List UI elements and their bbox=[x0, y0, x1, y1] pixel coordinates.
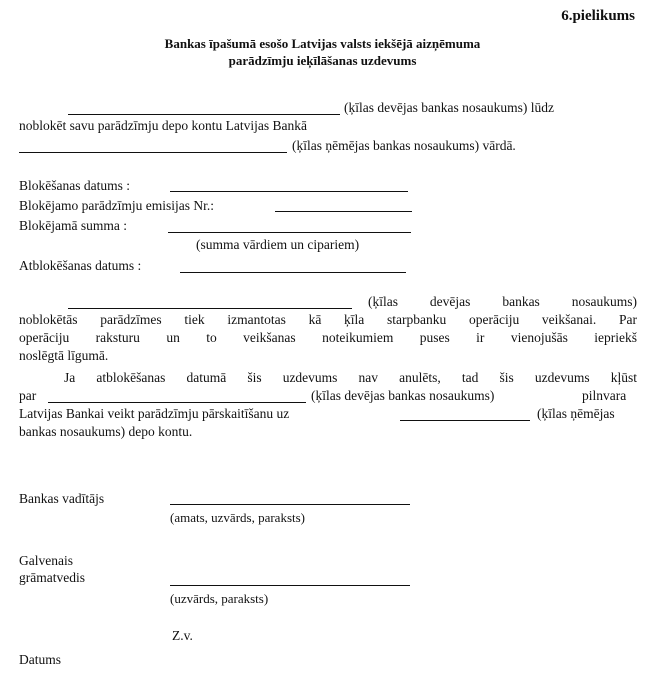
emission-number-label: Blokējamo parādzīmju emisijas Nr.: bbox=[19, 198, 214, 213]
blocking-date-label: Blokēšanas datums : bbox=[19, 178, 130, 193]
paragraph-3-line-3: Latvijas Bankai veikt parādzīmju pārskaitīšanu uz bbox=[19, 406, 290, 421]
pledgee-bank-name-blank[interactable] bbox=[19, 152, 287, 153]
document-title-line-2: parādzīmju ieķīlāšanas uzdevums bbox=[228, 53, 417, 68]
pledgee-bank-name-blank-2[interactable] bbox=[400, 420, 530, 421]
blocked-amount-label: Blokējamā summa : bbox=[19, 218, 127, 233]
blocked-amount-field[interactable] bbox=[168, 232, 411, 233]
pledger-bank-hint-2: (ķīlas devējas bankas nosaukums) bbox=[368, 294, 637, 309]
bank-head-label: Bankas vadītājs bbox=[19, 491, 105, 506]
paragraph-3-par: par bbox=[19, 388, 37, 403]
blocked-amount-hint: (summa vārdiem un cipariem) bbox=[196, 237, 360, 252]
chief-accountant-label-2: grāmatvedis bbox=[19, 570, 85, 585]
chief-accountant-signature-field[interactable] bbox=[170, 585, 410, 586]
pledger-bank-hint-3: (ķīlas devējas bankas nosaukums) bbox=[311, 388, 495, 403]
paragraph-3-authorization: pilnvara bbox=[582, 388, 627, 403]
paragraph-1-line-2: noblokēt savu parādzīmju depo kontu Latvijas Bankā bbox=[19, 118, 307, 133]
appendix-label: 6.pielikums bbox=[561, 8, 635, 24]
date-label: Datums bbox=[19, 652, 61, 667]
paragraph-3-line-1: Ja atblokēšanas datumā šis uzdevums nav anulēts, tad šis uzdevums kļūst bbox=[64, 370, 637, 385]
unblocking-date-label: Atblokēšanas datums : bbox=[19, 258, 142, 273]
blocking-date-field[interactable] bbox=[170, 191, 408, 192]
paragraph-2-line-2: noblokētās parādzīmes tiek izmantotas kā ķīla starpbanku operāciju veikšanai. Par bbox=[19, 312, 637, 327]
pledger-bank-name-blank-3[interactable] bbox=[48, 402, 306, 403]
pledger-bank-hint: (ķīlas devējas bankas nosaukums) lūdz bbox=[344, 100, 554, 115]
paragraph-2-line-4: noslēgtā līgumā. bbox=[19, 348, 109, 363]
chief-accountant-label-1: Galvenais bbox=[19, 553, 73, 568]
pledger-bank-name-blank[interactable] bbox=[68, 114, 340, 115]
paragraph-2-line-3: operāciju raksturu un to veikšanas noteikumiem puses ir vienojušās iepriekš bbox=[19, 330, 637, 345]
emission-number-field[interactable] bbox=[275, 211, 412, 212]
chief-accountant-hint: (uzvārds, paraksts) bbox=[170, 591, 269, 606]
pledgee-bank-hint: (ķīlas ņēmējas bankas nosaukums) vārdā. bbox=[292, 138, 516, 153]
document-title-line-1: Bankas īpašumā esošo Latvijas valsts iekšējā aizņēmuma bbox=[164, 36, 481, 51]
bank-head-hint: (amats, uzvārds, paraksts) bbox=[170, 510, 306, 525]
paragraph-3-line-4: bankas nosaukums) depo kontu. bbox=[19, 424, 193, 439]
bank-head-signature-field[interactable] bbox=[170, 504, 410, 505]
pledgee-bank-hint-2: (ķīlas ņēmējas bbox=[537, 406, 615, 421]
stamp-place-label: Z.v. bbox=[172, 628, 193, 643]
pledger-bank-name-blank-2[interactable] bbox=[68, 308, 352, 309]
unblocking-date-field[interactable] bbox=[180, 272, 406, 273]
